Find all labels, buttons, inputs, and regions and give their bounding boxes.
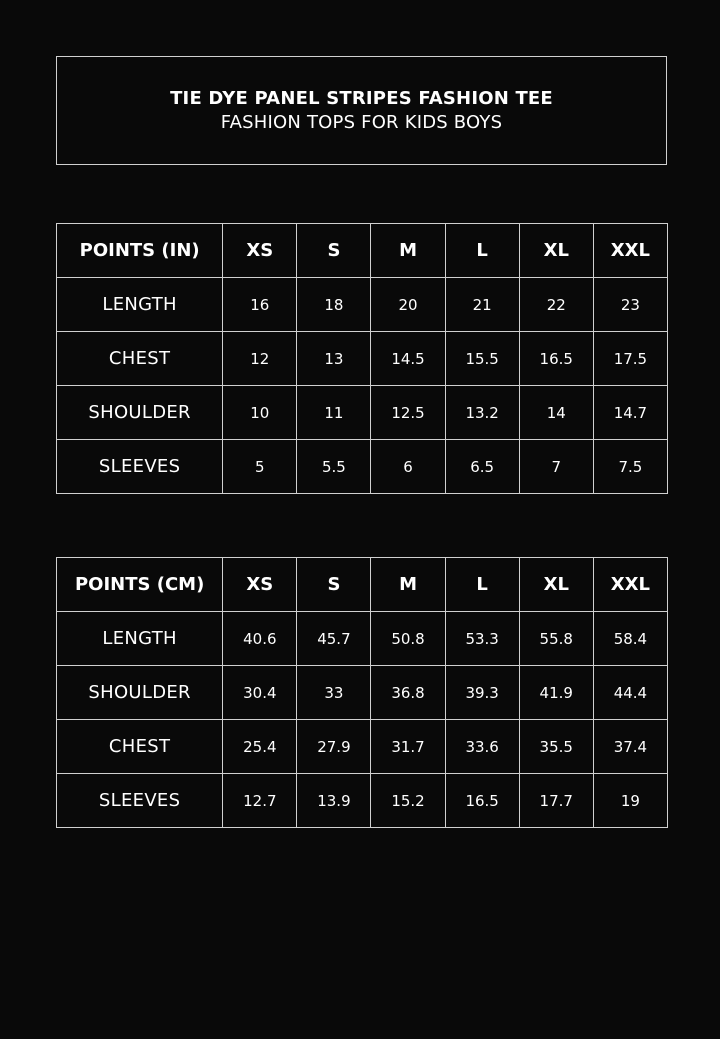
table-cell: 16 bbox=[223, 278, 297, 332]
size-header: XS bbox=[223, 558, 297, 612]
table-cell: 13 bbox=[297, 332, 371, 386]
table-cell: 33.6 bbox=[445, 720, 519, 774]
table-cell: 5.5 bbox=[297, 440, 371, 494]
table-header-row bbox=[57, 224, 668, 278]
table-cell: 45.7 bbox=[297, 612, 371, 666]
table-row bbox=[57, 440, 668, 494]
size-header: XXL bbox=[593, 558, 667, 612]
table-cell: 13.9 bbox=[297, 774, 371, 828]
size-header: S bbox=[297, 224, 371, 278]
table-cell: 55.8 bbox=[519, 612, 593, 666]
table-cell: 53.3 bbox=[445, 612, 519, 666]
size-header: S bbox=[297, 558, 371, 612]
size-header: L bbox=[445, 224, 519, 278]
table-cell: 7 bbox=[519, 440, 593, 494]
table-row bbox=[57, 332, 668, 386]
table-cell: 12.5 bbox=[371, 386, 445, 440]
table-cell: 10 bbox=[223, 386, 297, 440]
table-cell: 19 bbox=[593, 774, 667, 828]
table-row bbox=[57, 720, 668, 774]
table-cell: 23 bbox=[593, 278, 667, 332]
points-header: POINTS (CM) bbox=[57, 558, 223, 612]
table-cell: 27.9 bbox=[297, 720, 371, 774]
size-header: XXL bbox=[593, 224, 667, 278]
table-cell: 36.8 bbox=[371, 666, 445, 720]
points-header: POINTS (IN) bbox=[57, 224, 223, 278]
row-label: LENGTH bbox=[57, 612, 223, 666]
size-header: XL bbox=[519, 224, 593, 278]
table-cell: 14.7 bbox=[593, 386, 667, 440]
table-cell: 22 bbox=[519, 278, 593, 332]
table-cell: 14.5 bbox=[371, 332, 445, 386]
table-cell: 20 bbox=[371, 278, 445, 332]
table-cell: 16.5 bbox=[519, 332, 593, 386]
product-title: TIE DYE PANEL STRIPES FASHION TEE bbox=[170, 87, 553, 109]
table-header-row bbox=[57, 558, 668, 612]
table-cell: 50.8 bbox=[371, 612, 445, 666]
table-cell: 12.7 bbox=[223, 774, 297, 828]
table-cell: 30.4 bbox=[223, 666, 297, 720]
row-label: SLEEVES bbox=[57, 440, 223, 494]
table-cell: 5 bbox=[223, 440, 297, 494]
table-cell: 18 bbox=[297, 278, 371, 332]
table-cell: 7.5 bbox=[593, 440, 667, 494]
table-cell: 17.7 bbox=[519, 774, 593, 828]
table-row bbox=[57, 774, 668, 828]
table-cell: 41.9 bbox=[519, 666, 593, 720]
table-cell: 14 bbox=[519, 386, 593, 440]
table-cell: 25.4 bbox=[223, 720, 297, 774]
table-cell: 40.6 bbox=[223, 612, 297, 666]
row-label: CHEST bbox=[57, 332, 223, 386]
table-row bbox=[57, 278, 668, 332]
size-header: XL bbox=[519, 558, 593, 612]
size-header: M bbox=[371, 558, 445, 612]
table-cell: 17.5 bbox=[593, 332, 667, 386]
title-box bbox=[56, 56, 667, 165]
table-cell: 11 bbox=[297, 386, 371, 440]
product-subtitle: FASHION TOPS FOR KIDS BOYS bbox=[220, 111, 503, 133]
table-row bbox=[57, 612, 668, 666]
row-label: CHEST bbox=[57, 720, 223, 774]
table-cell: 13.2 bbox=[445, 386, 519, 440]
table-cell: 6 bbox=[371, 440, 445, 494]
table-cell: 12 bbox=[223, 332, 297, 386]
table-cell: 58.4 bbox=[593, 612, 667, 666]
table-cell: 15.5 bbox=[445, 332, 519, 386]
row-label: LENGTH bbox=[57, 278, 223, 332]
table-cell: 16.5 bbox=[445, 774, 519, 828]
row-label: SHOULDER bbox=[57, 666, 223, 720]
size-header: XS bbox=[223, 224, 297, 278]
table-cell: 21 bbox=[445, 278, 519, 332]
table-row bbox=[57, 386, 668, 440]
table-cell: 37.4 bbox=[593, 720, 667, 774]
table-cell: 31.7 bbox=[371, 720, 445, 774]
table-cell: 39.3 bbox=[445, 666, 519, 720]
row-label: SLEEVES bbox=[57, 774, 223, 828]
table-cell: 33 bbox=[297, 666, 371, 720]
size-header: M bbox=[371, 224, 445, 278]
size-chart-centimeters bbox=[56, 557, 668, 828]
size-header: L bbox=[445, 558, 519, 612]
row-label: SHOULDER bbox=[57, 386, 223, 440]
table-cell: 35.5 bbox=[519, 720, 593, 774]
size-chart-inches bbox=[56, 223, 668, 494]
table-cell: 44.4 bbox=[593, 666, 667, 720]
table-row bbox=[57, 666, 668, 720]
table-cell: 15.2 bbox=[371, 774, 445, 828]
table-cell: 6.5 bbox=[445, 440, 519, 494]
